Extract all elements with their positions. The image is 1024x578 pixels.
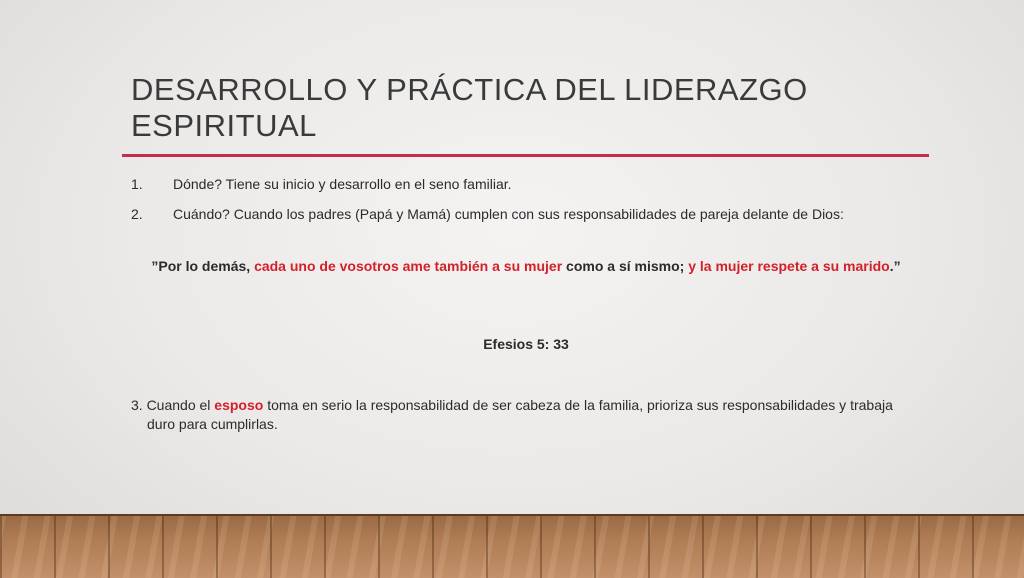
list-item-3 [131,396,921,434]
list-number: 1. [131,176,143,192]
item3-prefix: 3. Cuando el [131,397,215,413]
quote-emphasis-1: cada uno de vosotros ame también a su mujer [254,258,563,274]
bible-quote [131,256,921,277]
wood-floor [0,514,1024,578]
quote-open: ”Por lo demás, [151,258,255,274]
title-line-2: ESPIRITUAL [131,108,317,143]
list-text: Cuándo? Cuando los padres (Papá y Mamá) cumplen con sus responsabilidades de pareja delante de Dios: [173,206,844,222]
slide-title [131,72,921,144]
quote-mid: como a sí mismo; [562,258,689,274]
quote-close: .” [889,258,901,274]
list-number: 2. [131,206,143,222]
quote-reference: Efesios 5: 33 [483,336,569,352]
title-line-1: DESARROLLO Y PRÁCTICA DEL LIDERAZGO [131,72,808,107]
quote-emphasis-2: y la mujer respete a su marido [688,258,890,274]
item3-rest: toma en serio la responsabilidad de ser cabeza de la familia, prioriza sus responsabilidades y trabaja [263,397,893,413]
item3-emphasis: esposo [214,397,264,413]
list-text: Dónde? Tiene su inicio y desarrollo en el seno familiar. [173,176,512,192]
item3-line-2: duro para cumplirlas. [147,416,278,432]
title-divider [122,154,929,157]
